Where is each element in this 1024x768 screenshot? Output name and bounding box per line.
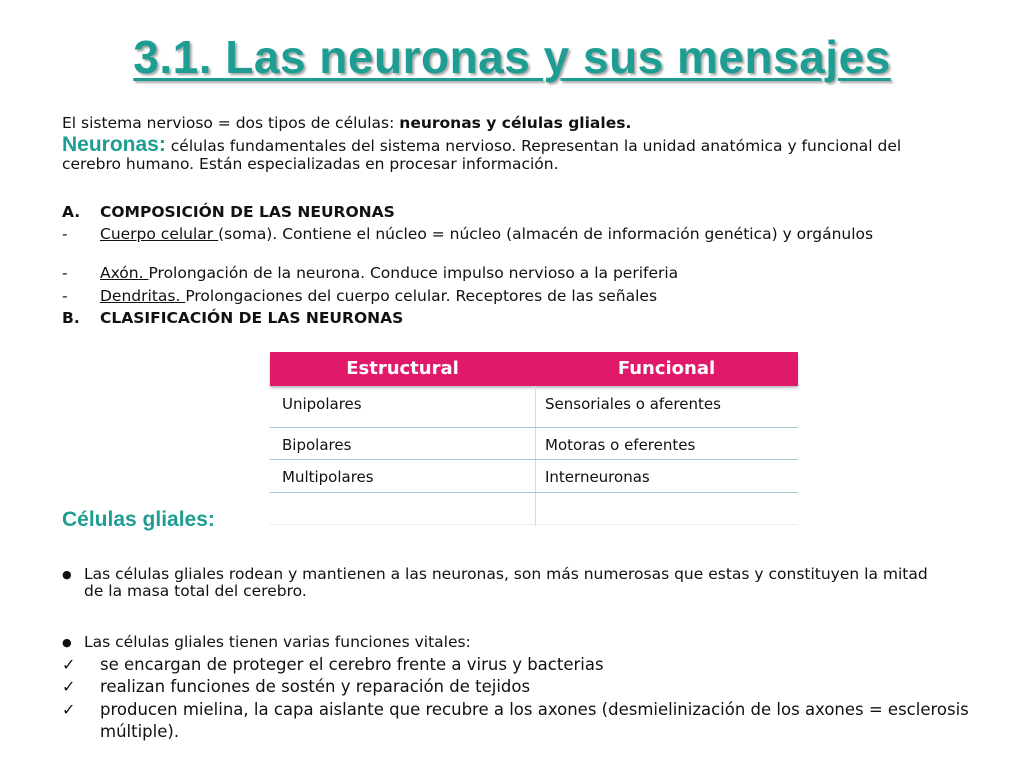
table-header-estructural: Estructural <box>346 358 459 379</box>
table-row-divider <box>270 427 798 428</box>
checkmark-icon: ✓ <box>62 677 76 696</box>
neuronas-label: Neuronas: <box>62 133 166 156</box>
table-cell: Multipolares <box>282 468 374 486</box>
table-row-divider <box>270 524 798 525</box>
table-cell: Sensoriales o aferentes <box>545 395 721 413</box>
table-header <box>270 352 798 386</box>
intro-text: El sistema nervioso = dos tipos de células: neuronas y células gliales. <box>62 114 632 132</box>
table-cell: Unipolares <box>282 395 362 413</box>
page-title: 3.1. Las neuronas y sus mensajes <box>133 31 891 83</box>
gliales-heading: Células gliales: <box>62 508 215 531</box>
table-column-divider <box>535 386 536 526</box>
bullet-icon: ● <box>62 568 72 581</box>
checkmark-icon: ✓ <box>62 655 76 674</box>
table-row-divider <box>270 459 798 460</box>
table-header-funcional: Funcional <box>617 358 716 379</box>
neuronas-paragraph <box>62 133 962 173</box>
table-cell: Motoras o eferentes <box>545 436 696 454</box>
table-cell: Bipolares <box>282 436 352 454</box>
table-row-divider <box>270 492 798 493</box>
bullet-icon: ● <box>62 636 72 649</box>
neuronas-text: células fundamentales del sistema nervioso. Representan la unidad anatómica y funcional del cerebro humano. Están especializadas en procesar información. <box>62 137 902 173</box>
checkmark-icon: ✓ <box>62 700 76 719</box>
table-cell: Interneuronas <box>545 468 650 486</box>
intro-bold: neuronas y células gliales. <box>399 114 632 132</box>
